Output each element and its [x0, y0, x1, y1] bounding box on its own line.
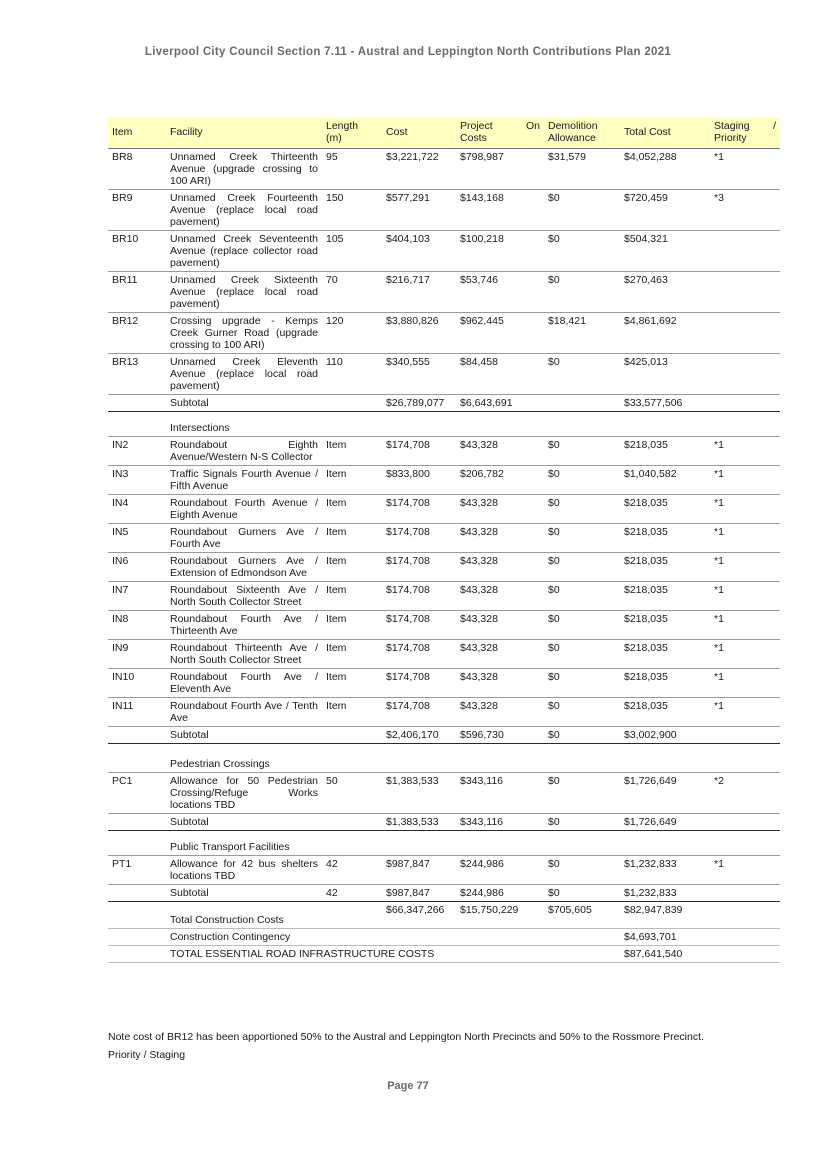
table-cell: $404,103 [382, 231, 456, 272]
table-cell: *1 [710, 669, 780, 698]
table-row [108, 611, 780, 640]
table-cell: $720,459 [620, 190, 710, 231]
table-row [108, 669, 780, 698]
table-cell: Roundabout Fourth Avenue / Eighth Avenue [166, 495, 322, 524]
table-cell [108, 395, 166, 412]
table-cell [108, 744, 166, 773]
table-cell: 120 [322, 313, 382, 354]
table-cell [108, 727, 166, 744]
table-cell: Subtotal [166, 814, 322, 831]
table-cell: BR13 [108, 354, 166, 395]
table-cell: Crossing upgrade - Kemps Creek Gurner Road (upgrade crossing to 100 ARI) [166, 313, 322, 354]
table-cell [108, 929, 166, 946]
table-cell: *1 [710, 698, 780, 727]
table-row [108, 856, 780, 885]
table-cell: $87,641,540 [620, 946, 710, 963]
section-heading-row [108, 412, 780, 437]
table-cell: $425,013 [620, 354, 710, 395]
table-cell [544, 831, 620, 856]
table-cell: $174,708 [382, 611, 456, 640]
table-cell: $15,750,229 [456, 902, 544, 929]
table-cell: 95 [322, 149, 382, 190]
table-cell [710, 814, 780, 831]
table-cell: $504,321 [620, 231, 710, 272]
total-construction-row [108, 902, 780, 929]
table-cell: $0 [544, 885, 620, 902]
table-cell: $3,221,722 [382, 149, 456, 190]
table-cell: $0 [544, 669, 620, 698]
table-cell [322, 744, 382, 773]
table-cell: $0 [544, 466, 620, 495]
table-cell: $0 [544, 437, 620, 466]
table-cell: $0 [544, 272, 620, 313]
table-cell: *1 [710, 466, 780, 495]
table-cell: $218,035 [620, 495, 710, 524]
table-cell: $577,291 [382, 190, 456, 231]
table-row [108, 524, 780, 553]
table-row [108, 698, 780, 727]
table-cell: $3,880,826 [382, 313, 456, 354]
table-row [108, 466, 780, 495]
table-cell: $833,800 [382, 466, 456, 495]
table-cell: $3,002,900 [620, 727, 710, 744]
section-heading: Public Transport Facilities [166, 831, 322, 856]
table-cell: $1,383,533 [382, 773, 456, 814]
table-cell: $244,986 [456, 885, 544, 902]
table-cell: Item [322, 437, 382, 466]
col-facility: Facility [166, 118, 322, 149]
table-cell: $6,643,691 [456, 395, 544, 412]
table-cell: Item [322, 698, 382, 727]
section-heading-row [108, 831, 780, 856]
table-cell [108, 885, 166, 902]
table-cell: Item [322, 582, 382, 611]
table-cell: $0 [544, 856, 620, 885]
table-cell: $174,708 [382, 495, 456, 524]
table-cell: *1 [710, 611, 780, 640]
table-cell: $0 [544, 814, 620, 831]
apportionment-note: Note cost of BR12 has been apportioned 50% to the Austral and Leppington North Precincts and 50% to the Rossmore Precinct. [108, 1031, 704, 1043]
table-row [108, 437, 780, 466]
table-cell: $206,782 [456, 466, 544, 495]
table-cell [322, 814, 382, 831]
table-cell: Roundabout Thirteenth Ave / North South Collector Street [166, 640, 322, 669]
table-cell [108, 831, 166, 856]
table-header-row [108, 118, 780, 149]
table-cell: $43,328 [456, 495, 544, 524]
table-cell: $100,218 [456, 231, 544, 272]
table-cell: $0 [544, 524, 620, 553]
table-cell: $0 [544, 495, 620, 524]
table-cell: $0 [544, 354, 620, 395]
table-cell: $43,328 [456, 553, 544, 582]
table-cell: Roundabout Sixteenth Ave / North South Collector Street [166, 582, 322, 611]
table-cell [710, 395, 780, 412]
col-project-on-costs: Project On Costs [456, 118, 544, 149]
table-cell [710, 744, 780, 773]
table-cell: Unnamed Creek Eleventh Avenue (replace local road pavement) [166, 354, 322, 395]
table-cell: $987,847 [382, 856, 456, 885]
table-cell: $218,035 [620, 437, 710, 466]
table-cell: $43,328 [456, 698, 544, 727]
table-cell: $1,040,582 [620, 466, 710, 495]
table-row [108, 640, 780, 669]
table-cell [322, 902, 382, 929]
table-cell [710, 231, 780, 272]
table-cell: $596,730 [456, 727, 544, 744]
table-cell: Item [322, 466, 382, 495]
table-cell: $174,708 [382, 437, 456, 466]
table-cell: Traffic Signals Fourth Avenue / Fifth Avenue [166, 466, 322, 495]
table-cell: $0 [544, 727, 620, 744]
table-cell: $82,947,839 [620, 902, 710, 929]
table-cell [382, 929, 456, 946]
table-cell: Roundabout Fourth Ave / Thirteenth Ave [166, 611, 322, 640]
table-row [108, 582, 780, 611]
table-cell: Item [322, 553, 382, 582]
table-cell [710, 831, 780, 856]
table-cell: $4,052,288 [620, 149, 710, 190]
table-cell [710, 412, 780, 437]
table-cell [620, 744, 710, 773]
table-cell: $66,347,266 [382, 902, 456, 929]
table-row [108, 149, 780, 190]
table-cell [710, 272, 780, 313]
table-cell [544, 395, 620, 412]
table-cell: $216,717 [382, 272, 456, 313]
table-cell: $244,986 [456, 856, 544, 885]
table-cell: PC1 [108, 773, 166, 814]
table-cell [710, 902, 780, 929]
subtotal-row [108, 395, 780, 412]
table-cell: BR8 [108, 149, 166, 190]
table-cell: *3 [710, 190, 780, 231]
table-cell: PT1 [108, 856, 166, 885]
table-cell: $0 [544, 698, 620, 727]
table-cell: $43,328 [456, 524, 544, 553]
table-cell: $1,726,649 [620, 773, 710, 814]
col-total: Total Cost [620, 118, 710, 149]
table-cell: $1,232,833 [620, 885, 710, 902]
table-cell: Roundabout Gurners Ave / Extension of Edmondson Ave [166, 553, 322, 582]
table-cell: Roundabout Eighth Avenue/Western N-S Collector [166, 437, 322, 466]
table-row [108, 190, 780, 231]
table-cell: IN2 [108, 437, 166, 466]
table-cell: $343,116 [456, 773, 544, 814]
table-cell: *1 [710, 553, 780, 582]
table-cell [322, 412, 382, 437]
table-cell: $218,035 [620, 582, 710, 611]
table-cell: *1 [710, 149, 780, 190]
table-cell: $43,328 [456, 611, 544, 640]
table-cell: Item [322, 495, 382, 524]
table-cell [620, 831, 710, 856]
col-staging: Staging / Priority [710, 118, 780, 149]
table-cell: $26,789,077 [382, 395, 456, 412]
table-cell [456, 412, 544, 437]
table-cell [322, 831, 382, 856]
table-cell: $218,035 [620, 698, 710, 727]
table-cell: $1,232,833 [620, 856, 710, 885]
table-cell: $0 [544, 231, 620, 272]
subtotal-row [108, 814, 780, 831]
table-cell: $174,708 [382, 524, 456, 553]
table-cell [108, 814, 166, 831]
col-cost: Cost [382, 118, 456, 149]
table-cell: $987,847 [382, 885, 456, 902]
table-cell [108, 946, 166, 963]
table-cell: $174,708 [382, 640, 456, 669]
table-cell [710, 354, 780, 395]
table-row [108, 231, 780, 272]
table-cell: $84,458 [456, 354, 544, 395]
table-cell: $18,421 [544, 313, 620, 354]
table-cell: IN3 [108, 466, 166, 495]
table-cell: $43,328 [456, 582, 544, 611]
table-cell: $0 [544, 582, 620, 611]
table-cell [456, 929, 544, 946]
table-cell: 105 [322, 231, 382, 272]
table-cell: *1 [710, 582, 780, 611]
table-cell: $174,708 [382, 669, 456, 698]
table-cell [544, 744, 620, 773]
essential-total-row [108, 946, 780, 963]
table-cell: $218,035 [620, 611, 710, 640]
table-cell: $705,605 [544, 902, 620, 929]
section-heading: Pedestrian Crossings [166, 744, 322, 773]
table-cell: $218,035 [620, 524, 710, 553]
table-cell: *1 [710, 856, 780, 885]
col-item: Item [108, 118, 166, 149]
table-cell: $798,987 [456, 149, 544, 190]
table-cell: Subtotal [166, 885, 322, 902]
table-cell: Construction Contingency [166, 929, 322, 946]
col-demolition: Demolition Allowance [544, 118, 620, 149]
table-cell: Unnamed Creek Seventeenth Avenue (replace collector road pavement) [166, 231, 322, 272]
table-cell: $0 [544, 611, 620, 640]
table-cell [322, 929, 382, 946]
table-cell [322, 395, 382, 412]
table-cell: Item [322, 611, 382, 640]
cost-table [108, 118, 780, 963]
table-cell: IN4 [108, 495, 166, 524]
table-cell: Allowance for 50 Pedestrian Crossing/Refuge Works locations TBD [166, 773, 322, 814]
table-row [108, 354, 780, 395]
page-header: Liverpool City Council Section 7.11 - Austral and Leppington North Contributions Plan 2021 [144, 46, 672, 58]
table-cell: IN6 [108, 553, 166, 582]
table-cell: 42 [322, 885, 382, 902]
table-row [108, 272, 780, 313]
table-cell: 42 [322, 856, 382, 885]
table-row [108, 313, 780, 354]
table-cell: $340,555 [382, 354, 456, 395]
table-cell: Unnamed Creek Sixteenth Avenue (replace local road pavement) [166, 272, 322, 313]
table-cell [620, 412, 710, 437]
table-cell: $218,035 [620, 640, 710, 669]
table-cell: $218,035 [620, 669, 710, 698]
subtotal-row [108, 885, 780, 902]
table-cell: 70 [322, 272, 382, 313]
table-cell [108, 412, 166, 437]
table-cell: *2 [710, 773, 780, 814]
table-cell [544, 929, 620, 946]
table-cell [710, 727, 780, 744]
table-cell: $0 [544, 190, 620, 231]
table-cell: *1 [710, 524, 780, 553]
table-cell: IN9 [108, 640, 166, 669]
table-cell [382, 831, 456, 856]
table-cell: Total Construction Costs [166, 902, 322, 929]
table-cell: Subtotal [166, 395, 322, 412]
table-row [108, 495, 780, 524]
table-cell: $0 [544, 640, 620, 669]
contingency-row [108, 929, 780, 946]
table-cell: 50 [322, 773, 382, 814]
table-cell: $0 [544, 553, 620, 582]
table-cell [456, 744, 544, 773]
table-cell: $174,708 [382, 698, 456, 727]
table-cell: $962,445 [456, 313, 544, 354]
page-number: Page 77 [387, 1080, 429, 1092]
table-cell [710, 929, 780, 946]
table-cell: $1,383,533 [382, 814, 456, 831]
table-cell: *1 [710, 437, 780, 466]
table-cell: BR9 [108, 190, 166, 231]
table-cell: BR10 [108, 231, 166, 272]
table-cell [710, 946, 780, 963]
table-cell: $174,708 [382, 582, 456, 611]
table-cell: TOTAL ESSENTIAL ROAD INFRASTRUCTURE COSTS [166, 946, 620, 963]
table-cell: $218,035 [620, 553, 710, 582]
table-cell [108, 902, 166, 929]
table-cell: BR11 [108, 272, 166, 313]
table-cell: $31,579 [544, 149, 620, 190]
table-cell: *1 [710, 640, 780, 669]
table-cell: Roundabout Gurners Ave / Fourth Ave [166, 524, 322, 553]
table-cell: Subtotal [166, 727, 322, 744]
table-cell: Roundabout Fourth Ave / Eleventh Ave [166, 669, 322, 698]
col-length: Length (m) [322, 118, 382, 149]
table-row [108, 553, 780, 582]
table-cell: Item [322, 669, 382, 698]
table-cell: $343,116 [456, 814, 544, 831]
table-cell: IN5 [108, 524, 166, 553]
table-cell [456, 831, 544, 856]
table-notes [108, 1028, 788, 1064]
section-heading: Intersections [166, 412, 322, 437]
table-cell: $1,726,649 [620, 814, 710, 831]
table-cell: $53,746 [456, 272, 544, 313]
table-cell: Unnamed Creek Thirteenth Avenue (upgrade crossing to 100 ARI) [166, 149, 322, 190]
table-cell: $33,577,506 [620, 395, 710, 412]
table-cell: IN11 [108, 698, 166, 727]
table-cell: IN8 [108, 611, 166, 640]
table-cell: 110 [322, 354, 382, 395]
table-cell: 150 [322, 190, 382, 231]
table-cell: Unnamed Creek Fourteenth Avenue (replace local road pavement) [166, 190, 322, 231]
table-cell: $4,693,701 [620, 929, 710, 946]
table-cell: Item [322, 640, 382, 669]
table-cell [544, 412, 620, 437]
table-cell: $2,406,170 [382, 727, 456, 744]
table-cell: $4,861,692 [620, 313, 710, 354]
subtotal-row [108, 727, 780, 744]
table-cell [382, 412, 456, 437]
table-cell: Roundabout Fourth Ave / Tenth Ave [166, 698, 322, 727]
table-cell: BR12 [108, 313, 166, 354]
table-cell: $143,168 [456, 190, 544, 231]
table-cell: $270,463 [620, 272, 710, 313]
table-cell: IN7 [108, 582, 166, 611]
table-cell: $174,708 [382, 553, 456, 582]
table-cell [382, 744, 456, 773]
table-cell [710, 313, 780, 354]
table-cell: $43,328 [456, 669, 544, 698]
table-cell [710, 885, 780, 902]
table-cell [322, 727, 382, 744]
table-cell: $43,328 [456, 437, 544, 466]
priority-note: Priority / Staging [108, 1049, 186, 1061]
table-cell: Item [322, 524, 382, 553]
table-cell: IN10 [108, 669, 166, 698]
table-cell: $0 [544, 773, 620, 814]
section-heading-row [108, 744, 780, 773]
table-cell: $43,328 [456, 640, 544, 669]
table-cell: Allowance for 42 bus shelters locations TBD [166, 856, 322, 885]
table-cell: *1 [710, 495, 780, 524]
table-row [108, 773, 780, 814]
